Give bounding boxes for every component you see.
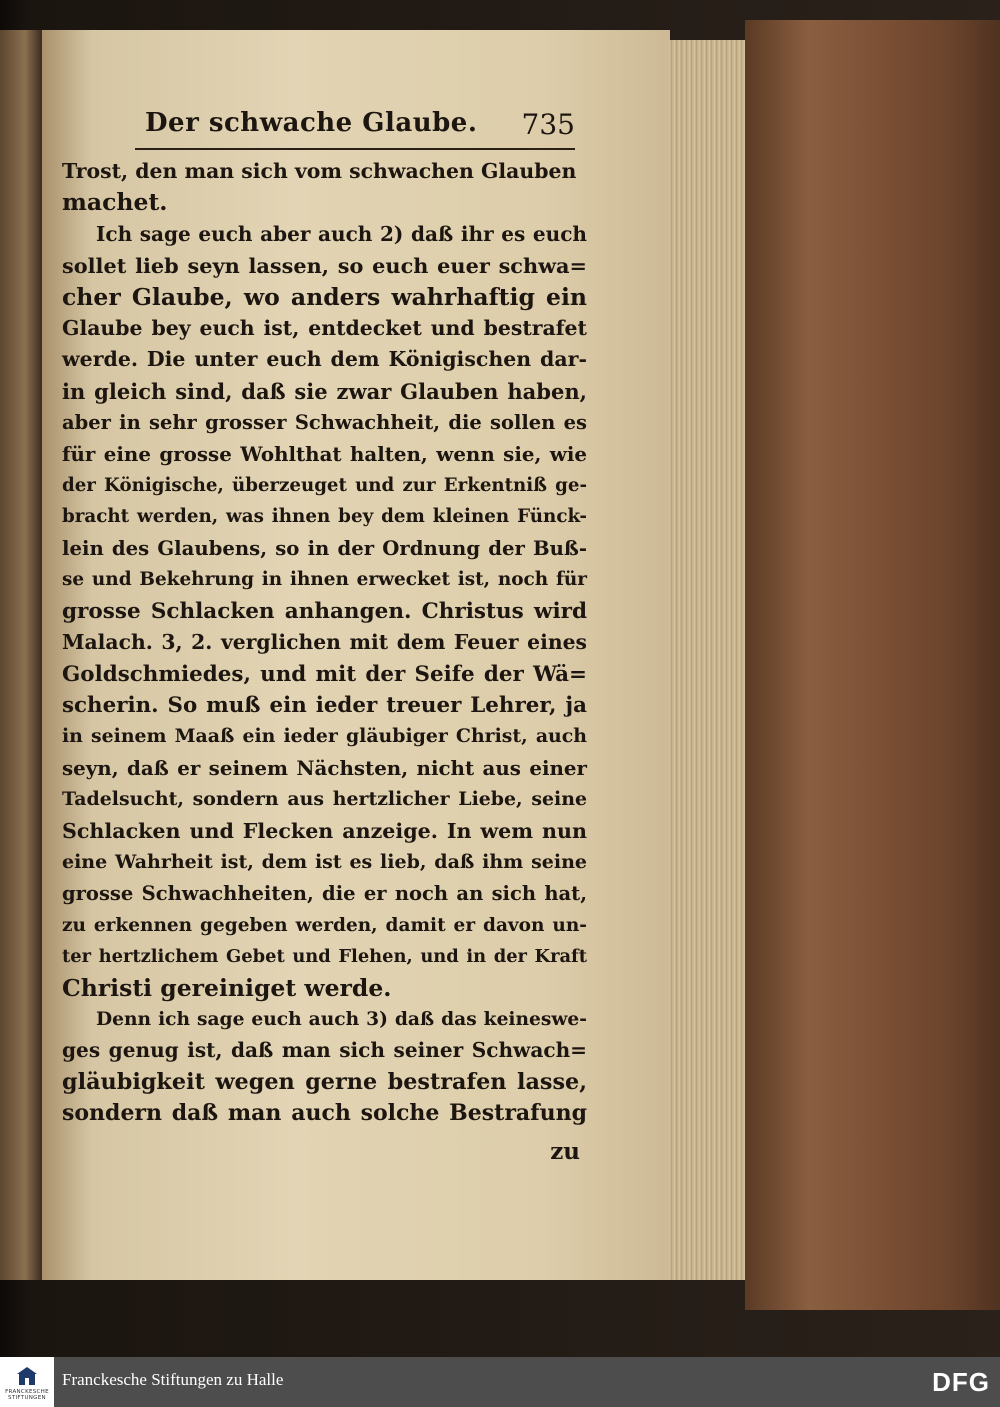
text-line: gläubigkeit wegen gerne bestrafen lasse, xyxy=(62,1068,587,1095)
institution-logo[interactable] xyxy=(0,1357,54,1407)
text-line: se und Bekehrung in ihnen erwecket ist, noch für xyxy=(62,569,587,591)
text-line: machet. xyxy=(62,188,168,217)
page-fore-edge xyxy=(668,40,748,1280)
text-line: Christi gereiniget werde. xyxy=(62,973,392,1002)
text-line: Glaube bey euch ist, entdecket und bestrafet xyxy=(62,316,587,341)
text-line: sondern daß man auch solche Bestrafung xyxy=(62,1100,587,1127)
dfg-logo[interactable]: DFG xyxy=(932,1367,990,1397)
running-head xyxy=(145,108,585,152)
viewer-footer xyxy=(0,1357,1000,1407)
header-rule xyxy=(135,148,575,150)
text-line: der Königische, überzeuget und zur Erkentniß ge- xyxy=(62,475,587,497)
text-line: lein des Glaubens, so in der Ordnung der Buß- xyxy=(62,536,587,560)
text-line: Denn ich sage euch auch 3) daß das keineswe- xyxy=(96,1007,587,1030)
text-line: Trost, den man sich vom schwachen Glauben xyxy=(62,159,577,183)
leather-cover xyxy=(745,20,1000,1310)
text-line: seyn, daß er seinem Nächsten, nicht aus einer xyxy=(62,755,587,780)
text-line: grosse Schwachheiten, die er noch an sich hat, xyxy=(62,882,587,906)
institution-name[interactable]: Franckesche Stiftungen zu Halle xyxy=(62,1370,284,1389)
text-line: aber in sehr grosser Schwachheit, die sollen es xyxy=(62,411,587,435)
text-line: Schlacken und Flecken anzeige. In wem nun xyxy=(62,818,587,843)
page-number: 735 xyxy=(521,108,575,141)
text-line: grosse Schlacken anhangen. Christus wird xyxy=(62,598,587,624)
text-line: Ich sage euch aber auch 2) daß ihr es euch xyxy=(96,221,587,246)
text-line: zu erkennen gegeben werden, damit er davon un- xyxy=(62,914,587,936)
building-icon xyxy=(16,1365,38,1387)
text-line: in gleich sind, daß sie zwar Glauben haben, xyxy=(62,378,587,404)
text-line: eine Wahrheit ist, dem ist es lieb, daß ihm seine xyxy=(62,850,587,873)
text-line: ges genug ist, daß man sich seiner Schwach= xyxy=(62,1038,587,1063)
text-line: in seinem Maaß ein ieder gläubiger Christ, auch xyxy=(62,725,587,748)
text-line: Goldschmiedes, und mit der Seife der Wä= xyxy=(62,661,587,687)
text-line: bracht werden, was ihnen bey dem kleinen Fünck- xyxy=(62,506,587,528)
text-line: cher Glaube, wo anders wahrhaftig ein xyxy=(62,282,587,311)
logo-text: FRANCKESCHE STIFTUNGEN xyxy=(5,1389,49,1401)
running-title: Der schwache Glaube. xyxy=(145,108,478,138)
facing-page-edge xyxy=(0,30,42,1280)
text-line: ter hertzlichem Gebet und Flehen, und in der Kraft xyxy=(62,946,587,968)
catchword: zu xyxy=(550,1138,580,1165)
text-line: Tadelsucht, sondern aus hertzlicher Liebe, seine xyxy=(62,788,587,811)
text-line: scherin. So muß ein ieder treuer Lehrer, ja xyxy=(62,692,587,718)
body-text xyxy=(62,156,587,1130)
text-line: sollet lieb seyn lassen, so euch euer schwa= xyxy=(62,253,587,279)
text-line: werde. Die unter euch dem Königischen dar- xyxy=(62,347,587,372)
text-line: Malach. 3, 2. verglichen mit dem Feuer eines xyxy=(62,630,587,655)
text-line: für eine grosse Wohlthat halten, wenn sie, wie xyxy=(62,441,587,466)
